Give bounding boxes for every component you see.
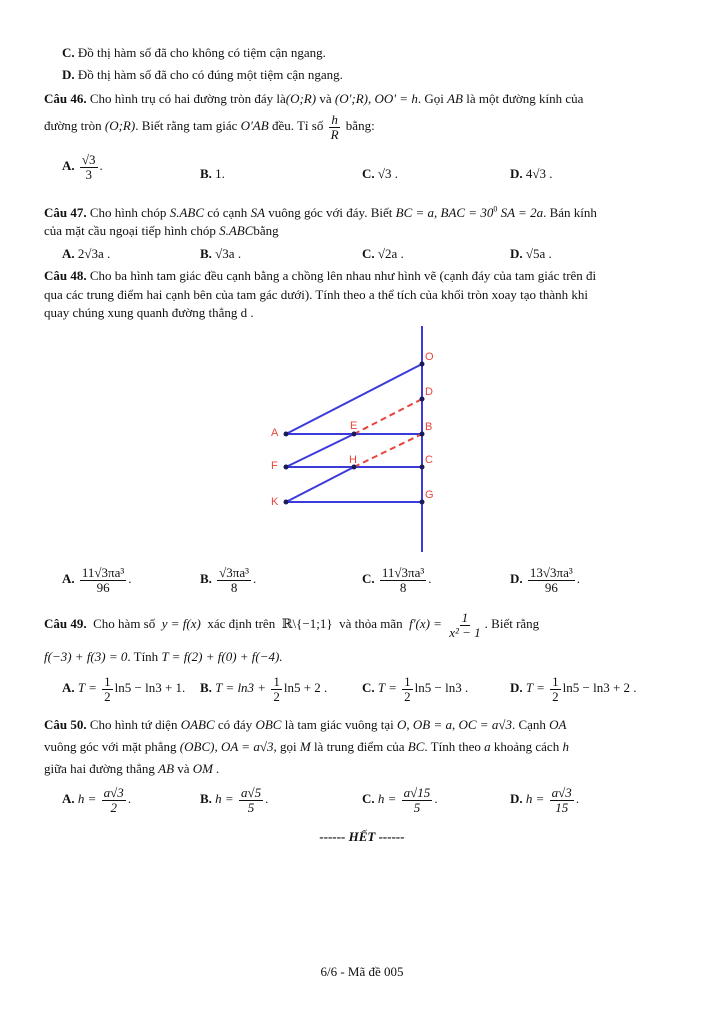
q50-option-c: C. h = $\frac{a√15}{5}$ . bbox=[362, 785, 438, 815]
q48-option-b: B. $\frac{\text{√3πa³}}{8}$ . bbox=[200, 565, 257, 595]
q47-stem-line2: của mặt cầu ngoại tiếp hình chóp S.ABCbằng bbox=[44, 223, 279, 238]
point-F bbox=[284, 465, 289, 470]
label-K: K bbox=[271, 496, 279, 508]
end-marker: ------ HẾT ------ bbox=[319, 829, 405, 844]
label-B: B bbox=[425, 421, 433, 433]
label-E: E bbox=[350, 420, 358, 432]
q46-option-b: B. 1. bbox=[200, 166, 225, 181]
q49-option-a: A. T = $\frac{1}{2}$ ln5 − ln3 + 1. bbox=[62, 674, 186, 704]
q45-option-c: C. Đồ thị hàm số đã cho không có tiệm cận ngang. bbox=[62, 45, 326, 60]
q48-option-a: A. $\frac{\text{11√3πa³}}{96}$ . bbox=[62, 565, 132, 595]
q50-stem-line3: giữa hai đường thẳng AB và OM . bbox=[44, 761, 220, 776]
q50-stem-line2: vuông góc với mặt phẳng (OBC), OA = a√3, gọi M là trung điểm của BC. Tính theo a khoảng cách h bbox=[44, 739, 569, 754]
q50-option-d: D. h = $\frac{a√3}{15}$ . bbox=[510, 785, 580, 815]
q47-option-d: D. √5a . bbox=[510, 246, 552, 261]
segment-FE bbox=[286, 434, 354, 467]
q46-stem-line1: Câu 46. Cho hình trụ có hai đường tròn đáy là(O;R) và (O';R), OO' = h. Gọi AB là một đường kính của bbox=[44, 91, 584, 106]
q50-option-a: A. h = $\frac{a√3}{2}$ . bbox=[62, 785, 132, 815]
label-F: F bbox=[271, 460, 278, 472]
point-B bbox=[420, 432, 425, 437]
q49-stem-line1: Câu 49. Cho hàm số y = f(x) xác định trên ℝ\{−1;1} và thỏa mãn f'(x) = $\frac{1}{\text{x² − 1}}$ . Biết rằng bbox=[44, 610, 540, 640]
segment-HB-dashed bbox=[354, 434, 422, 467]
q50-stem-line1: Câu 50. Cho hình tứ diện OABC có đáy OBC là tam giác vuông tại O, OB = a, OC = a√3. Cạnh OA bbox=[44, 717, 567, 732]
q46-stem-line2: đường tròn (O;R). Biết rằng tam giác O'AB đều. Tỉ số $\frac{h}{R}$ bằng: bbox=[44, 112, 375, 142]
q49-option-c: C. T = $\frac{1}{2}$ ln5 − ln3 . bbox=[362, 674, 469, 704]
point-O bbox=[420, 362, 425, 367]
q48-option-d: D. $\frac{\text{13√3πa³}}{96}$ . bbox=[510, 565, 581, 595]
point-D bbox=[420, 397, 425, 402]
point-A bbox=[284, 432, 289, 437]
segment-KH bbox=[286, 467, 354, 502]
ratio-fraction: $\frac{h}{R}$ bbox=[330, 112, 339, 142]
q49-stem-line2: f(−3) + f(3) = 0. Tính T = f(2) + f(0) + f(−4). bbox=[44, 649, 283, 664]
label-H: H bbox=[349, 454, 357, 466]
q50-option-b: B. h = $\frac{a√5}{5}$ . bbox=[200, 785, 269, 815]
label-C: C bbox=[425, 454, 433, 466]
q48-stem-line3: quay chúng xung quanh đường thẳng d . bbox=[44, 305, 254, 320]
segment-ED-dashed bbox=[354, 399, 422, 434]
page-footer: 6/6 - Mã đề 005 bbox=[320, 964, 404, 979]
q46-option-d: D. 4√3 . bbox=[510, 166, 553, 181]
q48-stem-line1: Câu 48. Cho ba hình tam giác đều cạnh bằng a chồng lên nhau như hình vẽ (cạnh đáy của tam giác trên đi bbox=[44, 268, 597, 283]
q47-stem-line1: Câu 47. Cho hình chóp S.ABC có cạnh SA vuông góc với đáy. Biết BC = a, BAC = $30^0$ SA = 2a. Bán kính bbox=[44, 204, 597, 220]
point-K bbox=[284, 500, 289, 505]
point-E bbox=[352, 432, 357, 437]
point-G bbox=[420, 500, 425, 505]
q48-option-c: C. $\frac{\text{11√3πa³}}{8}$ . bbox=[362, 565, 432, 595]
q47-option-a: A. 2√3a . bbox=[62, 246, 111, 261]
q46-option-c: C. √3 . bbox=[362, 166, 399, 181]
q47-option-c: C. √2a . bbox=[362, 246, 404, 261]
q46-option-a: A. $\frac{√3}{3}$ . bbox=[62, 152, 103, 182]
label-D: D bbox=[425, 386, 433, 398]
label-G: G bbox=[425, 489, 434, 501]
triangles-figure bbox=[266, 322, 446, 554]
q48-stem-line2: qua các trung điểm hai cạnh bên của tam gác dưới). Tính theo a thể tích của khối tròn xoay tạo thành khi bbox=[44, 287, 588, 302]
point-C bbox=[420, 465, 425, 470]
label-O: O bbox=[425, 351, 434, 363]
q49-option-d: D. T = $\frac{1}{2}$ ln5 − ln3 + 2 . bbox=[510, 674, 637, 704]
q45-option-d: D. Đồ thị hàm số đã cho có đúng một tiệm cận ngang. bbox=[62, 67, 343, 82]
q49-option-b: B. T = ln3 + $\frac{1}{2}$ ln5 + 2 . bbox=[200, 674, 328, 704]
q47-option-b: B. √3a . bbox=[200, 246, 242, 261]
label-A: A bbox=[271, 427, 279, 439]
